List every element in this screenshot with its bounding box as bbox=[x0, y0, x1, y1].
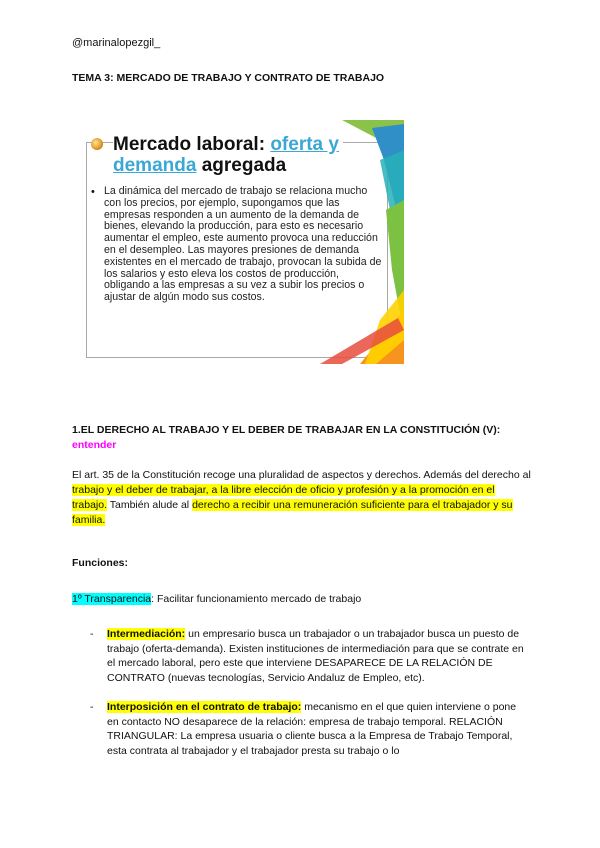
list-dash: - bbox=[90, 701, 94, 713]
document-title: TEMA 3: MERCADO DE TRABAJO Y CONTRATO DE TRABAJO bbox=[72, 72, 385, 84]
slide-title bbox=[113, 134, 343, 176]
author-handle: @marinalopezgil_ bbox=[72, 37, 161, 49]
slide-title-link-demanda[interactable]: demanda bbox=[113, 155, 197, 176]
slide-image bbox=[80, 120, 404, 364]
funciones-label: Funciones: bbox=[72, 557, 129, 569]
list-item-term: Intermediación: bbox=[107, 628, 186, 640]
section-paragraph bbox=[72, 468, 532, 528]
para-text-b: También alude al bbox=[107, 499, 193, 511]
list-item-text bbox=[107, 627, 527, 685]
list-item-term: Interposición en el contrato de trabajo: bbox=[107, 701, 302, 713]
transparencia-line bbox=[72, 593, 361, 605]
list-item bbox=[90, 700, 530, 760]
transparencia-rest: : Facilitar funcionamiento mercado de trabajo bbox=[151, 593, 362, 605]
list-item-body: mecanismo en el que quien interviene o pone en contacto NO desaparece de la relación: empresa de trabajo temporal. RELACIÓN TRIANGULAR: La empresa usuaria o cliente busca a la Empresa de Trabajo Temporal, esta contrata al trabajador y el trabajador presta su trabajo o lo bbox=[107, 701, 517, 757]
slide-bullet-icon bbox=[91, 138, 103, 150]
slide-title-tail: agregada bbox=[196, 155, 287, 176]
list-item-body: un empresario busca un trabajador o un trabajador busca un puesto de trabajo (oferta-demanda). Existen instituciones de intermediación para que se contrate en el mercado laboral, pero este que interviene DESAPARECE DE LA RELACIÓN DE CONTRATO (nuevas tecnologías, Servicio Andaluz de Empleo, etc). bbox=[107, 628, 524, 684]
slide-body-bullet: • bbox=[91, 186, 95, 198]
slide-title-link-oferta[interactable]: oferta y bbox=[270, 134, 339, 155]
list-dash: - bbox=[90, 628, 94, 640]
transparencia-highlight: 1º Transparencia bbox=[72, 593, 152, 605]
section-heading-tag: entender bbox=[72, 439, 117, 451]
para-text-a: El art. 35 de la Constitución recoge una pluralidad de aspectos y derechos. Además del derecho al bbox=[72, 469, 531, 481]
slide-title-plain: Mercado laboral: bbox=[113, 134, 271, 155]
list-item-text bbox=[107, 700, 527, 758]
slide-body-text: La dinámica del mercado de trabajo se relaciona mucho con los precios, por ejemplo, supongamos que las empresas responden a un aumento de la demanda de bienes, elevando la producción, para esto es necesario aumentar el empleo, este aumento provoca una reducción en el desempleo. Las mayores presiones de demanda existentes en el mercado de trabajo, provocan la subida de los salarios y esto eleva los costos de producción, obligando a las empresas a su vez a subir los precios o ajustar de algún modo sus costos. bbox=[104, 185, 382, 304]
para-highlight-1: trabajo y el deber de trabajar, a la libre elección de oficio y profesión y a la promoción en el trabajo. bbox=[72, 484, 495, 511]
para-highlight-2: derecho a recibir una remuneración suficiente para el trabajador y su familia. bbox=[72, 499, 513, 526]
section-heading bbox=[72, 423, 542, 453]
list-item bbox=[90, 627, 530, 687]
section-heading-text: 1.EL DERECHO AL TRABAJO Y EL DEBER DE TRABAJAR EN LA CONSTITUCIÓN (V): bbox=[72, 424, 501, 436]
